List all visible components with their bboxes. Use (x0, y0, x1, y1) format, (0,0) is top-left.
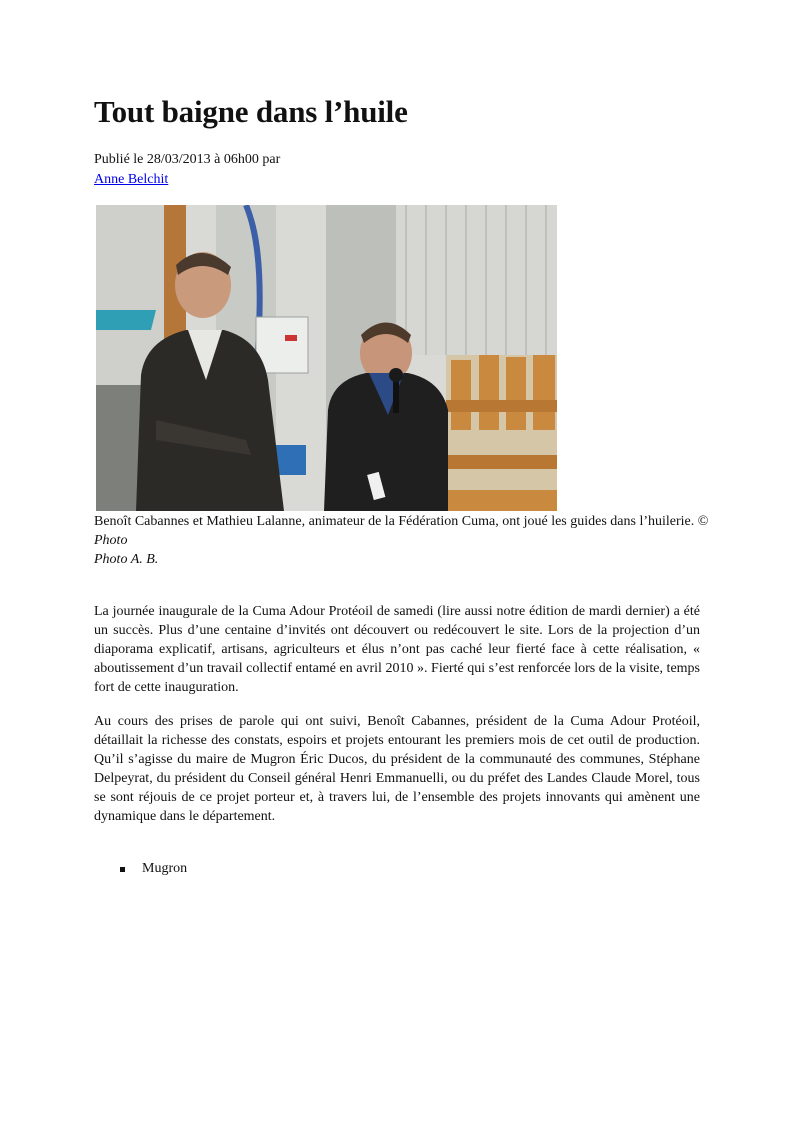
caption-photo-tag: Photo (94, 533, 128, 548)
photo-credit: Photo A. B. (94, 552, 159, 567)
paragraph-1: La journée inaugurale de la Cuma Adour Protéoil de samedi (lire aussi notre édition de mardi dernier) a été un succès. Plus d’une centaine d’invités ont découvert ou redécouvert le site. Lors de la projection d’un diaporama explicatif, artisans, agriculteurs et élus n’ont pas caché leur fierté face à cette réalisation, « aboutissement d’un travail collectif entamé en avril 2010 ». Fierté qui s’est renforcée lors de la visite, temps fort de cette inauguration. (94, 604, 700, 695)
publish-date: Publié le 28/03/2013 à 06h00 par (94, 152, 281, 167)
tag-link[interactable]: Mugron (120, 861, 187, 877)
article-title: Tout baigne dans l’huile (94, 94, 408, 129)
author-link[interactable]: Anne Belchit (94, 172, 169, 187)
caption-text: Benoît Cabannes et Mathieu Lalanne, animateur de la Fédération Cuma, ont joué les guides dans l’huilerie. © (94, 514, 709, 529)
photo-caption (94, 512, 714, 569)
paragraph-2: Au cours des prises de parole qui ont suivi, Benoît Cabannes, président de la Cuma Adour Protéoil, détaillait la richesse des constats, espoirs et projets entourant les premiers mois de cet outil de production. Qu’il s’agisse du maire de Mugron Éric Ducos, du président de la communauté des communes, Stéphane Delpeyrat, du président du Conseil général Henri Emmanuelli, ou du préfet des Landes Claude Morel, tous se sont réjouis de ce projet porteur et, à travers lui, de l’ensemble des projets innovants qui amènent une dynamique dans le département. (94, 714, 700, 824)
article-photo (96, 205, 557, 511)
article-meta (94, 150, 280, 190)
tag-list (120, 861, 187, 877)
